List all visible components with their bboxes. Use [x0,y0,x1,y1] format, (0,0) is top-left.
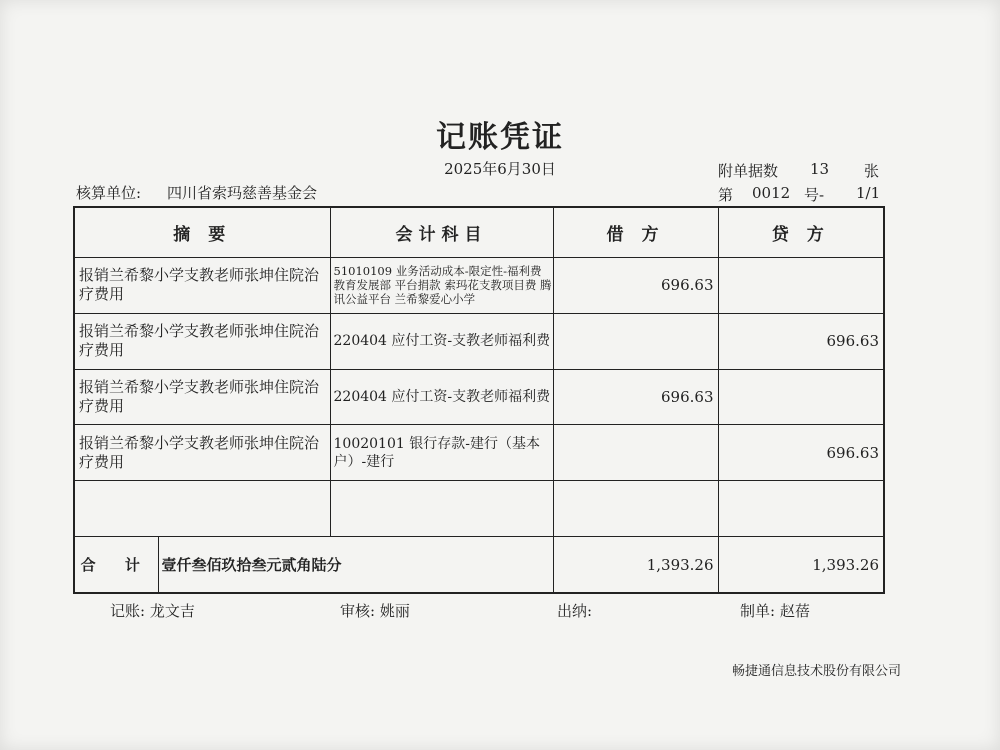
row-credit [718,257,884,313]
unit-value: 四川省索玛慈善基金会 [167,184,318,202]
attachment-count: 13 [810,160,830,178]
header-account: 会计科目 [330,207,553,257]
row-summary: 报销兰希黎小学支教老师张坤住院治疗费用 [74,313,330,369]
empty-cell [74,481,330,537]
row-account: 220404 应付工资-支教老师福利费 [330,313,553,369]
voucher-no-number: 0012 [752,184,791,202]
voucher-table [73,206,885,594]
row-credit [718,369,884,425]
voucher-date: 2025年6月30日 [444,160,556,178]
empty-cell [553,481,718,537]
total-credit: 1,393.26 [718,537,884,593]
empty-cell [718,481,884,537]
row-summary: 报销兰希黎小学支教老师张坤住院治疗费用 [74,257,330,313]
header-debit: 借 方 [553,207,718,257]
row-account: 220404 应付工资-支教老师福利费 [330,369,553,425]
total-row [74,537,884,593]
attachment-label: 附单据数 [718,162,779,180]
row-account: 10020101 银行存款-建行（基本户）-建行 [330,425,553,481]
table-row [74,369,884,425]
voucher-no-prefix: 第 [718,186,734,204]
reviewer-signature: 审核: 姚丽 [340,602,410,620]
company-name: 畅捷通信息技术股份有限公司 [732,664,902,679]
row-credit: 696.63 [718,425,884,481]
cashier-signature: 出纳: [557,602,593,620]
row-summary: 报销兰希黎小学支教老师张坤住院治疗费用 [74,425,330,481]
table-row [74,257,884,313]
voucher-title: 记账凭证 [436,120,564,155]
total-words: 壹仟叁佰玖拾叁元贰角陆分 [158,537,553,593]
row-account: 51010109 业务活动成本-限定性-福利费 教育发展部 平台捐款 索玛花支教项目费 腾讯公益平台 兰希黎爱心小学 [330,257,553,313]
total-label: 合 计 [74,537,158,593]
table-row [74,425,884,481]
header-summary: 摘 要 [74,207,330,257]
unit-label: 核算单位: [76,184,142,202]
row-debit [553,313,718,369]
total-debit: 1,393.26 [553,537,718,593]
table-row [74,313,884,369]
row-debit: 696.63 [553,369,718,425]
bookkeeper-signature: 记账: 龙文吉 [110,602,195,620]
empty-cell [330,481,553,537]
row-summary: 报销兰希黎小学支教老师张坤住院治疗费用 [74,369,330,425]
row-debit [553,425,718,481]
row-credit: 696.63 [718,313,884,369]
header-row [74,207,884,257]
header-credit: 贷 方 [718,207,884,257]
preparer-signature: 制单: 赵蓓 [740,602,810,620]
voucher-no-suffix: 号- [804,186,825,204]
voucher-page: 1/1 [856,184,881,202]
empty-row [74,481,884,537]
attachment-unit: 张 [864,162,880,180]
row-debit: 696.63 [553,257,718,313]
